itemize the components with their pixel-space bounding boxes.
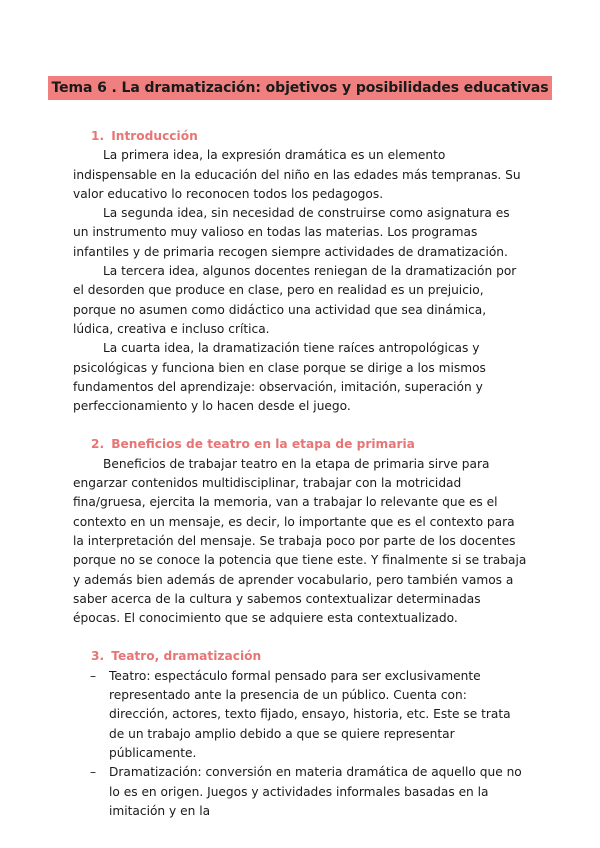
section-beneficios [73,435,527,628]
list-item [73,763,527,821]
section-heading-text: Teatro, dramatización [111,649,262,664]
title-wrapper [0,76,600,100]
list-item-text: Dramatización: conversión en materia dramática de aquello que no lo es en origen. Juegos y actividades informales basadas en la imitación y en la [109,765,522,818]
section-introduccion [73,127,527,416]
section-heading [91,127,527,146]
section-heading-text: Beneficios de teatro en la etapa de primaria [111,437,415,452]
paragraph: La segunda idea, sin necesidad de construirse como asignatura es un instrumento muy valioso en todas las materias. Los programas infantiles y de primaria recogen siempre actividades de dramatización. [73,206,510,259]
list-item [73,667,527,763]
document-body [73,127,527,821]
section-number: 1. [91,129,105,143]
page-title: Tema 6 . La dramatización: objetivos y posibilidades educativas [48,76,553,100]
paragraph: La cuarta idea, la dramatización tiene raíces antropológicas y psicológicas y funciona bien en clase porque se dirige a los mismos fundamentos del aprendizaje: observación, imitación, superación y perfeccionamiento y lo hacen desde el juego. [73,341,486,414]
section-heading [91,647,527,666]
definition-list [73,667,527,821]
spacer [73,416,527,435]
paragraph: La primera idea, la expresión dramática es un elemento indispensable en la educación del niño en las edades más tempranas. Su valor educativo lo reconocen todos los pedagogos. [73,148,521,201]
dash-bullet: – [90,765,97,780]
section-heading-text: Introducción [111,129,198,143]
section-heading [91,435,527,454]
section-number: 2. [91,437,105,452]
list-item-text: Teatro: espectáculo formal pensado para ser exclusivamente representado ante la presencia de un público. Cuenta con: dirección, actores, texto fijado, ensayo, historia, etc. Este se trata de un trabajo amplio debido a que se quiere representar públicamente. [109,668,511,760]
section-number: 3. [91,649,105,664]
spacer [73,628,527,647]
section-teatro-dramatizacion [73,647,527,821]
paragraph: La tercera idea, algunos docentes reniegan de la dramatización por el desorden que produce en clase, pero en realidad es un prejuicio, porque no asumen como didáctico una actividad que sea dinámica, lúdica, creativa e incluso crítica. [73,264,517,336]
dash-bullet: – [90,668,97,683]
paragraph: Beneficios de trabajar teatro en la etapa de primaria sirve para engarzar contenidos multidisciplinar, trabajar con la motricidad fina/gruesa, ejercita la memoria, van a trabajar lo relevante que es el contexto en un mensaje, es decir, lo importante que es el contexto para la interpretación del mensaje. Se trabaja poco por parte de los docentes porque no se conoce la potencia que tiene este. Y finalmente si se trabaja y además bien además de aprender vocabulario, pero también vamos a saber acerca de la cultura y sabemos contextualizar determinadas épocas. El conocimiento que se adquiere esta contextualizado. [73,456,527,626]
